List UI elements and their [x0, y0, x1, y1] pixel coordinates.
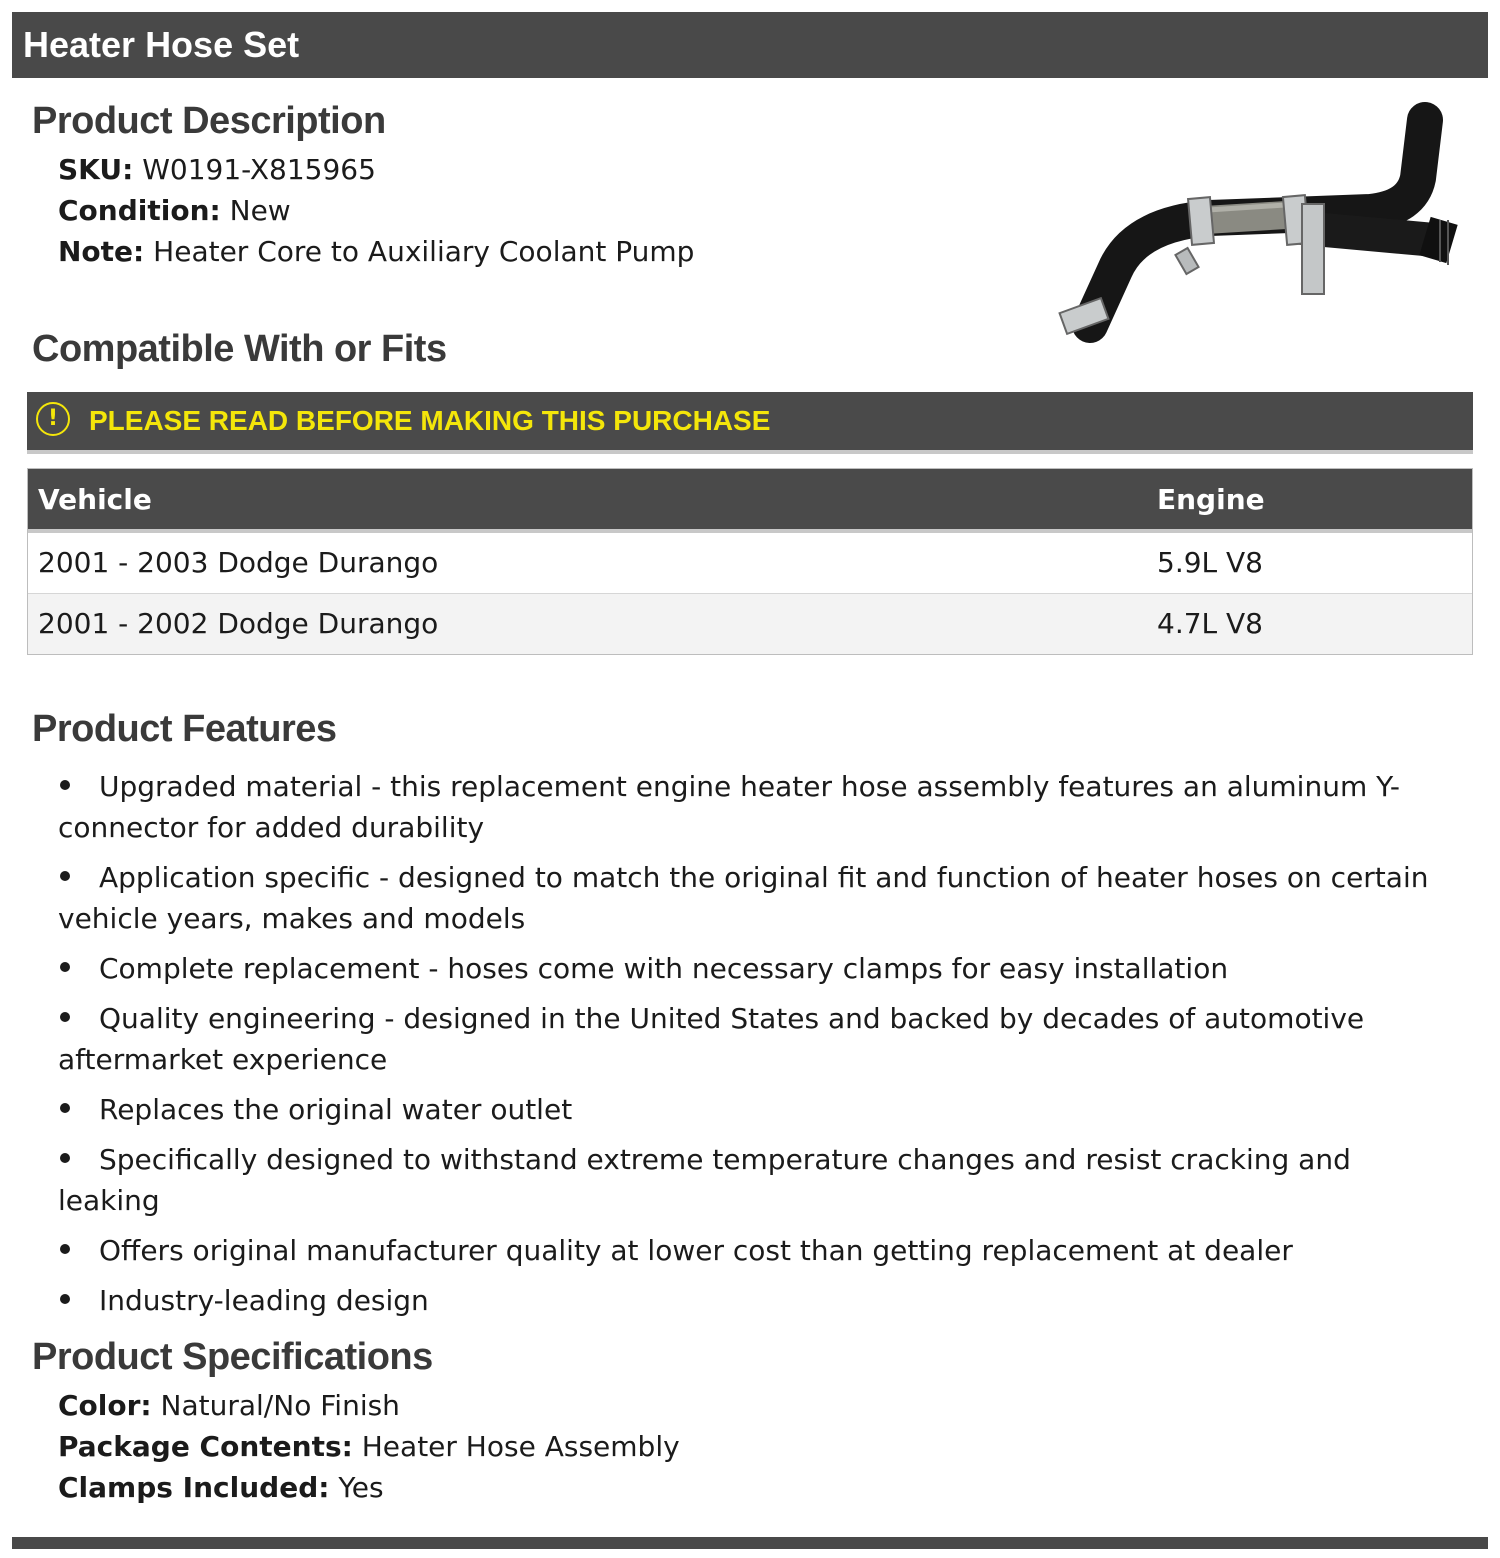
note-line [58, 232, 694, 272]
engine-cell: 5.9L V8 [1157, 546, 1263, 579]
color-value: Natural/No Finish [160, 1389, 400, 1422]
engine-column-header: Engine [1157, 483, 1265, 516]
product-specifications-heading: Product Specifications [32, 1336, 433, 1378]
note-value: Heater Core to Auxiliary Coolant Pump [153, 235, 695, 268]
bullet-icon [60, 871, 70, 881]
note-label: Note: [58, 235, 145, 268]
bullet-icon [60, 1153, 70, 1163]
color-label: Color: [58, 1389, 152, 1422]
features-list [58, 766, 1458, 1330]
heater-hose-product-image [1040, 100, 1460, 360]
product-features-heading: Product Features [32, 708, 337, 750]
page-title-bar [12, 12, 1488, 78]
compatibility-heading: Compatible With or Fits [32, 328, 447, 370]
condition-line [58, 191, 291, 231]
list-item [58, 1089, 1458, 1130]
bullet-icon [60, 1294, 70, 1304]
sku-line [58, 150, 376, 190]
bullet-icon [60, 1244, 70, 1254]
purchase-notice-bar [27, 392, 1473, 454]
list-item [58, 1139, 1458, 1221]
warning-icon: ! [36, 402, 70, 436]
clamps-included-value: Yes [338, 1471, 384, 1504]
feature-text: Quality engineering - designed in the United States and backed by decades of automotive aftermarket experience [58, 1002, 1365, 1076]
list-item [58, 766, 1458, 848]
table-row [28, 533, 1472, 594]
feature-text: Complete replacement - hoses come with necessary clamps for easy installation [99, 952, 1229, 985]
engine-cell: 4.7L V8 [1157, 607, 1263, 640]
vehicle-cell: 2001 - 2002 Dodge Durango [38, 607, 439, 640]
bottom-divider [12, 1537, 1488, 1549]
vehicle-cell: 2001 - 2003 Dodge Durango [38, 546, 439, 579]
clamps-included-label: Clamps Included: [58, 1471, 330, 1504]
sku-value: W0191-X815965 [142, 153, 376, 186]
package-contents-label: Package Contents: [58, 1430, 353, 1463]
condition-value: New [229, 194, 291, 227]
list-item [58, 948, 1458, 989]
vehicle-column-header: Vehicle [38, 483, 152, 516]
purchase-notice-text: PLEASE READ BEFORE MAKING THIS PURCHASE [89, 405, 771, 436]
list-item [58, 857, 1458, 939]
list-item [58, 1280, 1458, 1321]
list-item [58, 998, 1458, 1080]
bullet-icon [60, 780, 70, 790]
feature-text: Application specific - designed to match the original fit and function of heater hoses on certain vehicle years, makes and models [58, 861, 1429, 935]
list-item [58, 1230, 1458, 1271]
table-header [28, 469, 1472, 533]
feature-text: Upgraded material - this replacement engine heater hose assembly features an aluminum Y-connector for added durability [58, 770, 1401, 844]
bullet-icon [60, 962, 70, 972]
package-contents-value: Heater Hose Assembly [361, 1430, 680, 1463]
product-description-heading: Product Description [32, 100, 386, 142]
compatibility-table [27, 468, 1473, 655]
feature-text: Offers original manufacturer quality at lower cost than getting replacement at dealer [99, 1234, 1293, 1267]
clamps-included-line [58, 1468, 384, 1508]
package-contents-line [58, 1427, 680, 1467]
condition-label: Condition: [58, 194, 221, 227]
sku-label: SKU: [58, 153, 134, 186]
feature-text: Industry-leading design [99, 1284, 429, 1317]
table-row [28, 594, 1472, 654]
color-line [58, 1386, 400, 1426]
bullet-icon [60, 1012, 70, 1022]
feature-text: Specifically designed to withstand extreme temperature changes and resist cracking and leaking [58, 1143, 1351, 1217]
feature-text: Replaces the original water outlet [99, 1093, 573, 1126]
bullet-icon [60, 1103, 70, 1113]
page-title: Heater Hose Set [23, 24, 300, 65]
